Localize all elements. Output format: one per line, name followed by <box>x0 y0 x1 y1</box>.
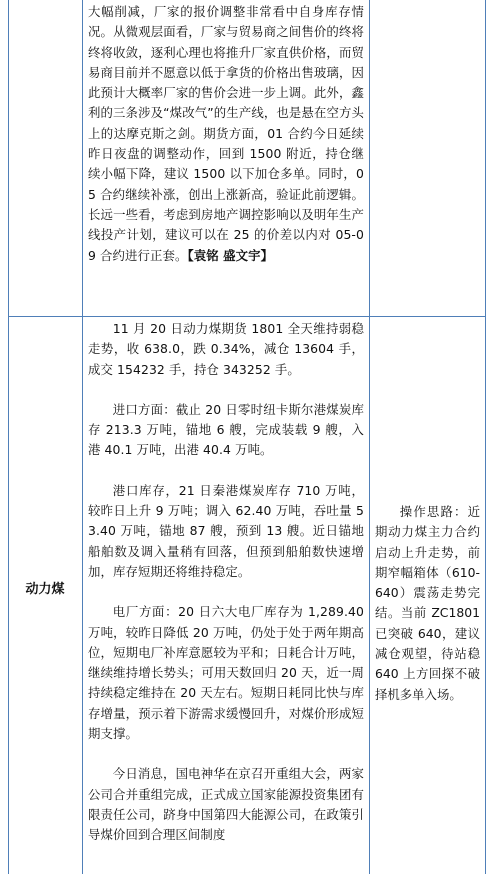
coal-paragraph-news: 今日消息，国电神华在京召开重组大会，两家公司合并重组完成，正式成立国家能源投资集团有限责任公司，跻身中国第四大能源公司，在政策引导煤价回到合理区间制度 <box>88 766 364 843</box>
strategy-cell <box>375 502 480 705</box>
glass-commentary-cell <box>88 2 364 266</box>
coal-commentary-cell <box>88 319 364 846</box>
table-border-col1 <box>82 0 83 874</box>
table-border-left <box>8 0 9 874</box>
coal-paragraph-futures: 11 月 20 日动力煤期货 1801 全天维持弱稳走势，收 638.0，跌 0.34%，减仓 13604 手，成交 154232 手，持仓 343252 手。 <box>88 321 364 377</box>
strategy-text: 操作思路：近期动力煤主力合约启动上升走势，前期窄幅箱体（610-640）震荡走势完结。当前 ZC1801 已突破 640，建议减仓观望，待站稳 640 上方回探不破择机多单入场。 <box>375 504 480 702</box>
coal-paragraph-power-plants: 电厂方面：20 日六大电厂库存为 1,289.40 万吨，较昨日降低 20 万吨，仍处于处于两年期高位，短期电厂补库意愿较为平和；日耗合计万吨，继续维持增长势头；可用天数回归 20 天，近一周持续稳定维持在 20 天左右。短期日耗同比快与库存增量，预示着下游需求缓慢回升，对煤价形成短期支撑。 <box>88 604 364 742</box>
table-border-col2 <box>369 0 370 874</box>
row-divider <box>8 316 485 317</box>
table-border-right <box>485 0 486 874</box>
coal-paragraph-port-inventory: 港口库存，21 日秦港煤炭库存 710 万吨，较昨日上升 9 万吨；调入 62.40 万吨，吞吐量 53.40 万吨，锚地 87 艘，预到 13 艘。近日锚地船舶数及调入量稍有回落，但预到船舶数快速增加，库存短期还将维持稳定。 <box>88 482 364 579</box>
coal-paragraph-imports: 进口方面：截止 20 日零时纽卡斯尔港煤炭库存 213.3 万吨，锚地 6 艘，完成装载 9 艘，入港 40.1 万吨，出港 40.4 万吨。 <box>88 401 364 458</box>
section-label-thermal-coal: 动力煤 <box>25 582 65 597</box>
author-credit: 【袁铭 盛文宇】 <box>187 247 274 263</box>
glass-commentary-text: 大幅削减，厂家的报价调整非常看中自身库存情况。从微观层面看，厂家与贸易商之间售价的终将终将收敛，逐利心理也将推升厂家直供价格，而贸易商目前并不愿意以低于拿货的价格出售玻璃，因此预计大概率厂家的售价会进一步上调。此外，鑫利的三条涉及“煤改气”的生产线，也是悬在空方头上的达摩克斯之剑。期货方面，01 合约今日延续昨日夜盘的调整动作，回到 1500 附近，持仓继续小幅下降，建议 1500 以下加仓多单。同时，05 合约继续补涨，创出上涨新高，验证此前逻辑。长远一些看，考虑到房地产调控影响以及明年生产线投产计划，建议可以在 25 的价差以内对 05-09 合约进行正套。【袁铭 盛文宇】 <box>88 4 364 263</box>
